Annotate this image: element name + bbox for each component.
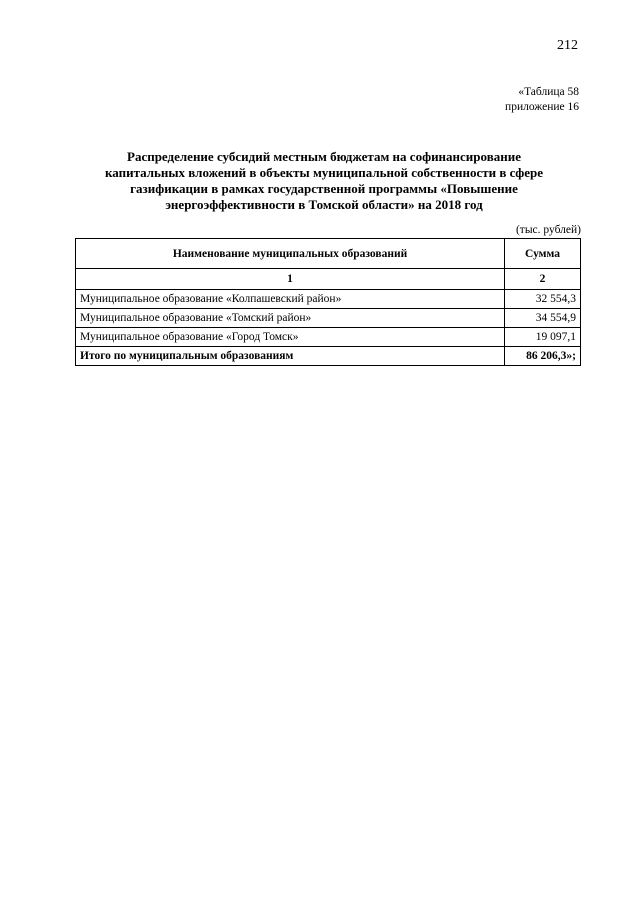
title-line: газификации в рамках государственной программы «Повышение — [130, 181, 518, 196]
title-line: капитальных вложений в объекты муниципальной собственности в сфере — [104, 165, 543, 180]
title-line: Распределение субсидий местным бюджетам на софинансирование — [127, 149, 521, 164]
column-number-sum: 2 — [505, 269, 581, 290]
municipality-name-cell: Муниципальное образование «Томский район» — [76, 309, 505, 328]
table-header-row — [76, 239, 581, 269]
document-title — [60, 149, 588, 213]
municipality-name-cell: Муниципальное образование «Город Томск» — [76, 328, 505, 347]
appendix-reference-line: приложение 16 — [505, 101, 579, 113]
total-sum-cell: 86 206,3»; — [505, 347, 581, 366]
table-row — [76, 290, 581, 309]
column-header-name: Наименование муниципальных образований — [76, 239, 505, 269]
column-header-sum: Сумма — [505, 239, 581, 269]
column-number-row — [76, 269, 581, 290]
subsidy-table — [75, 238, 581, 366]
total-row — [76, 347, 581, 366]
municipality-name-cell: Муниципальное образование «Колпашевский район» — [76, 290, 505, 309]
sum-cell: 32 554,3 — [505, 290, 581, 309]
table-reference — [505, 85, 579, 115]
page-number: 212 — [557, 38, 578, 53]
title-line: энергоэффективности в Томской области» на 2018 год — [165, 197, 483, 212]
sum-cell: 34 554,9 — [505, 309, 581, 328]
sum-cell: 19 097,1 — [505, 328, 581, 347]
table-row — [76, 309, 581, 328]
table-row — [76, 328, 581, 347]
unit-note: (тыс. рублей) — [515, 224, 581, 236]
table-reference-line: «Таблица 58 — [518, 86, 579, 98]
column-number-name: 1 — [76, 269, 505, 290]
total-label-cell: Итого по муниципальным образованиям — [76, 347, 505, 366]
